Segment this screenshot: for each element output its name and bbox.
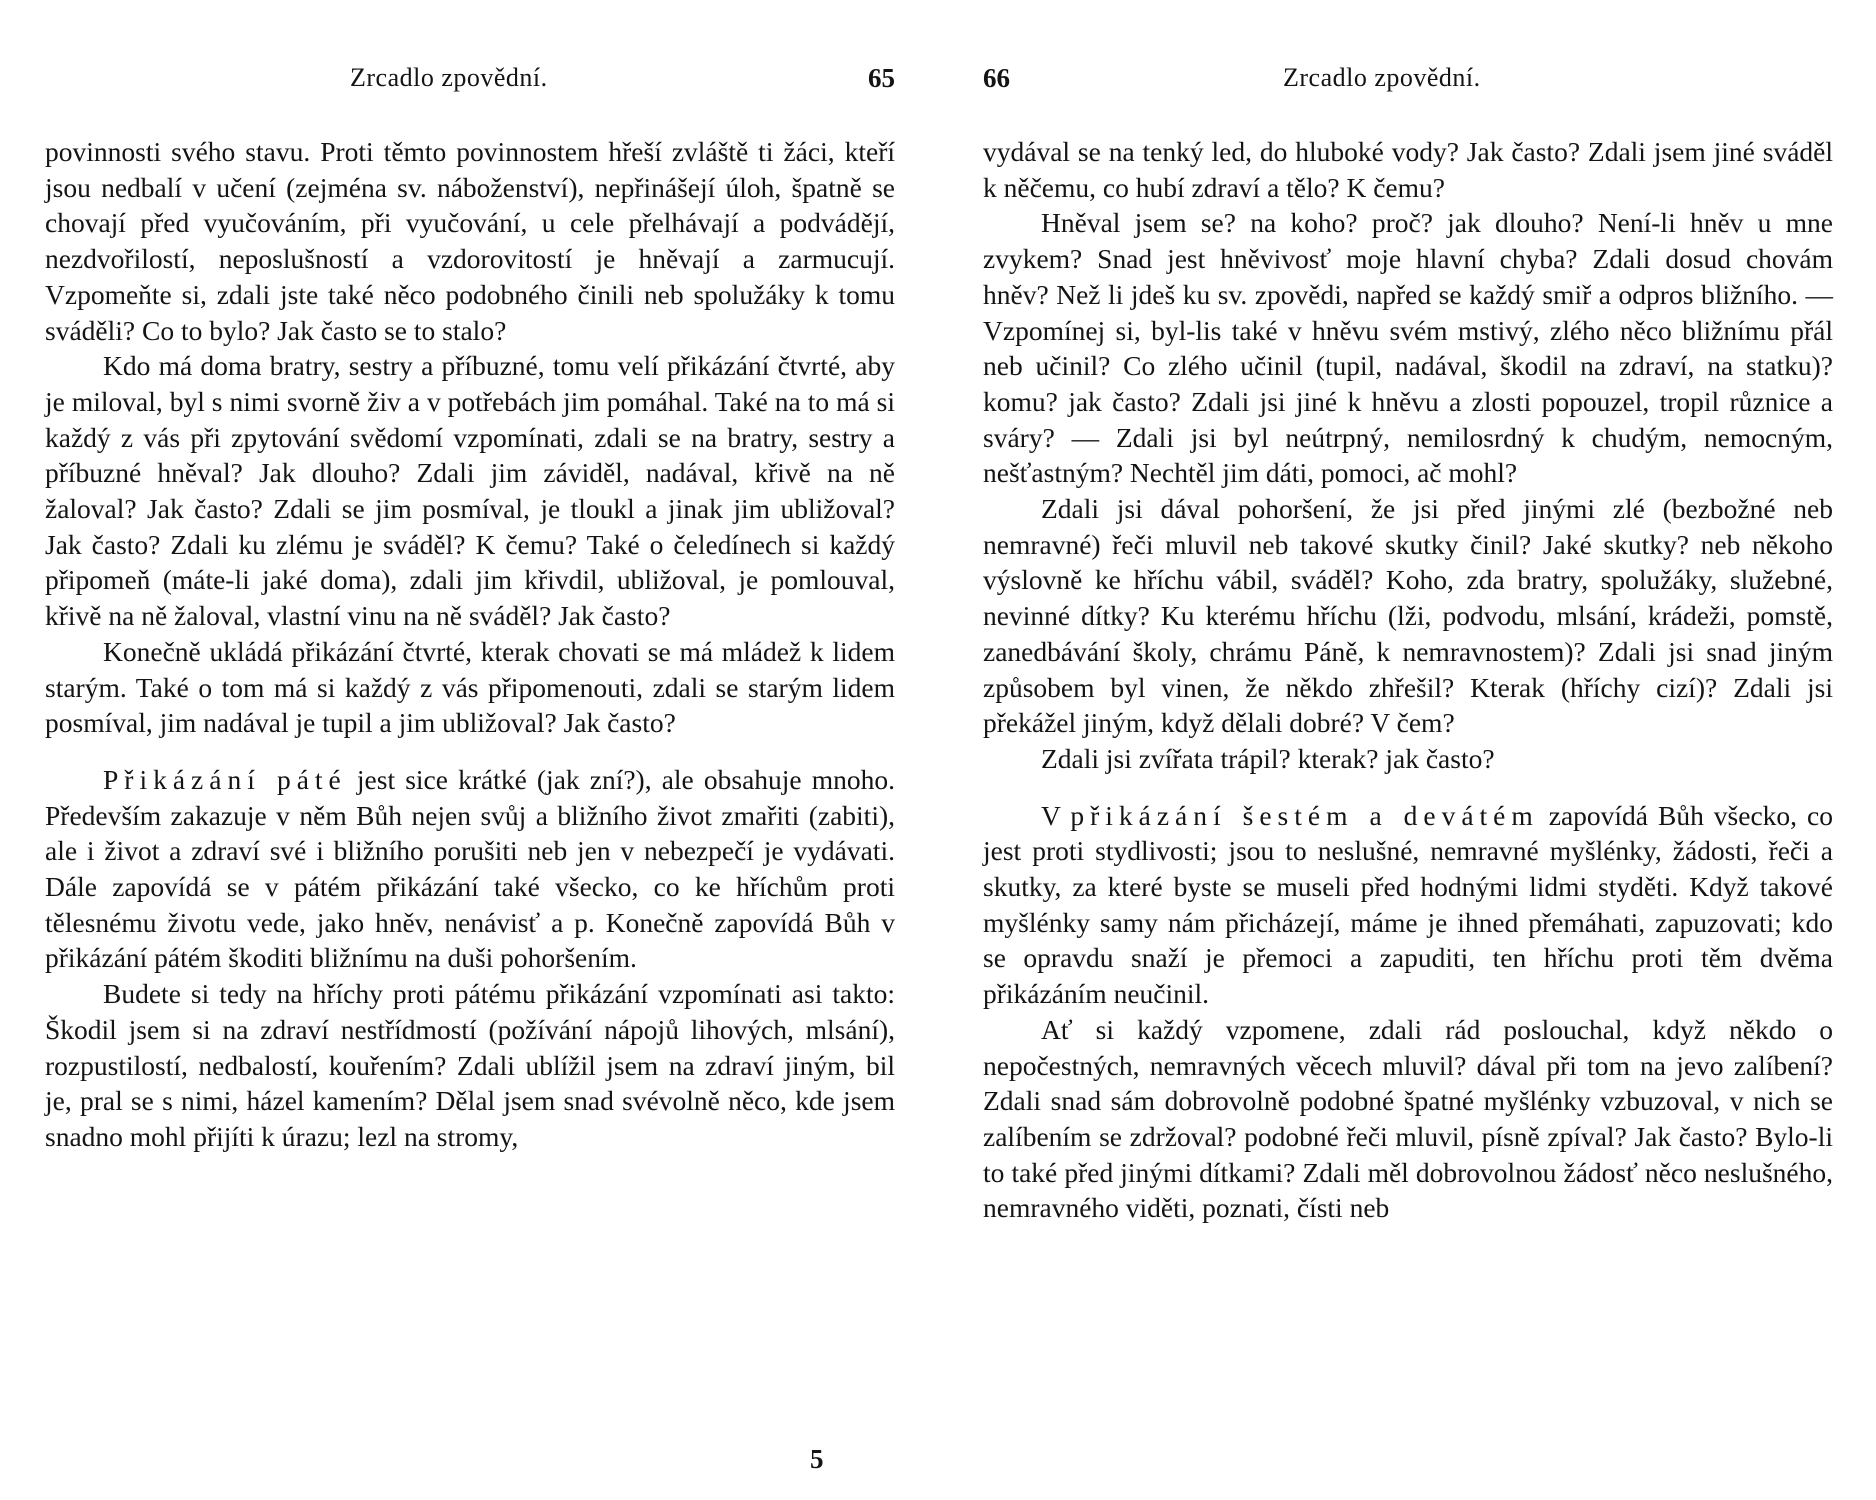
paragraph — [45, 762, 895, 976]
paragraph-prefix: V — [1041, 799, 1071, 831]
spaced-heading: přikázání šestém a devátém — [1070, 799, 1539, 831]
paragraph — [45, 634, 895, 741]
paragraph — [45, 134, 895, 348]
paragraph — [983, 205, 1833, 491]
signature-mark: 5 — [810, 1444, 824, 1474]
paragraph-text: vydával se na tenký led, do hluboké vody? Jak často? Zdali jsem jiné sváděl k něčemu, co hubí zdraví a tělo? K čemu? — [983, 136, 1833, 203]
right-page-header — [983, 58, 1833, 98]
paragraph-text: Kdo má doma bratry, sestry a příbuzné, tomu velí přikázání čtvrté, aby je miloval, byl s nimi svorně živ a v potřebách jim pomáhal. Také na to má si každý z vás při zpytování svědomí vzpomínati, zdali se na bratry, sestry a příbuzné hněval? Jak dlouho? Zdali jim záviděl, nadával, křivě na ně žaloval? Jak často? Zdali se jim posmíval, je tloukl a jinak jim ubližoval? Jak často? Zdali ku zlému je sváděl? K čemu? Také o čeledínech si každý připomeň (máte-li jaké doma), zdali jim křivdil, ubližoval, je pomlouval, křivě na ně žaloval, vlastní vinu na ně sváděl? Jak často? — [45, 350, 895, 632]
running-title: Zrcadlo zpovědní. — [350, 63, 548, 92]
paragraph — [45, 976, 895, 1155]
paragraph-text: Hněval jsem se? na koho? proč? jak dlouho? Není-li hněv u mne zvykem? Snad jest hněvivosť moje hlavní chyba? Zdali dosud chovám hněv? Než li jdeš ku sv. zpovědi, napřed se každý smiř a odpros bližního. — Vzpomínej si, byl-lis také v hněvu svém mstivý, zlého něco bližnímu přál neb učinil? Co zlého učinil (tupil, nadával, škodil na zdraví, na statku)? komu? jak často? Zdali jsi jiné k hněvu a zlosti popouzel, tropil různice a sváry? — Zdali jsi byl neútrpný, nemilosrdný k chudým, nemocným, nešťastným? Nechtěl jim dáti, pomoci, ač mohl? — [983, 207, 1833, 489]
page-number: 66 — [983, 63, 1010, 93]
left-page-body — [45, 134, 895, 1155]
right-page — [938, 0, 1876, 1500]
left-page-header — [45, 58, 895, 98]
paragraph-text: Ať si každý vzpomene, zdali rád poslouchal, když někdo o nepočestných, nemravných věcech mluvil? dával při tom na jevo zalíbení? Zdali snad sám dobrovolně podobné špatné myšlénky vzbuzoval, v nich se zalíbením se zdržoval? podobné řeči mluvil, písně zpíval? Jak často? Bylo-li to také před jinými dítkami? Zdali měl dobrovolnou žádosť něco neslušného, nemravného viděti, poznati, čísti neb — [983, 1013, 1833, 1224]
paragraph-text: Konečně ukládá přikázání čtvrté, kterak chovati se má mládež k lidem starým. Také o tom má si každý z vás připomenouti, zdali se starým lidem posmíval, jim nadával je tupil a jim ubližoval? Jak často? — [45, 635, 895, 739]
paragraph — [983, 1012, 1833, 1226]
spaced-heading: Přikázání páté — [103, 763, 347, 795]
running-title: Zrcadlo zpovědní. — [1283, 63, 1481, 92]
right-page-body — [983, 134, 1833, 1226]
paragraph — [983, 741, 1833, 777]
paragraph — [983, 798, 1833, 1012]
paragraph-text: povinnosti svého stavu. Proti těmto povinnostem hřeší zvláště ti žáci, kteří jsou nedbalí v učení (zejména sv. náboženství), nepřinášejí úloh, špatně se chovají před vyučováním, při vyučování, u cele přelhávají a podvádějí, nezdvořilostí, neposlušností a vzdorovitostí je hněvají a zarmucují. Vzpomeňte si, zdali jste také něco podobného činili neb spolužáky k tomu sváděli? Co to bylo? Jak často se to stalo? — [45, 136, 895, 346]
page-number: 65 — [868, 63, 895, 93]
paragraph-text: Zdali jsi dával pohoršení, že jsi před jinými zlé (bezbožné neb nemravné) řeči mluvil neb takové skutky činil? Jaké skutky? neb někoho výslovně ke hříchu vábil, sváděl? Koho, zda bratry, spolužáky, služebné, nevinné dítky? Ku kterému hříchu (lži, podvodu, mlsání, krádeži, pomstě, zanedbávání školy, chrámu Páně, k nemravnostem)? Zdali jsi snad jiným způsobem byl vinen, že někdo zhřešil? Kterak (hříchy cizí)? Zdali jsi překážel jiným, když dělali dobré? V čem? — [983, 493, 1833, 739]
paragraph-text: Budete si tedy na hříchy proti pátému přikázání vzpomínati asi takto: Škodil jsem si na zdraví nestřídmostí (požívání nápojů lihových, mlsání), rozpustilostí, nedbalostí, kouřením? Zdali ublížil jsem na zdraví jiným, bil je, pral se s nimi, házel kamením? Dělal jsem snad svévolně něco, kde jsem snadno mohl přijíti k úrazu; lezl na stromy, — [45, 978, 895, 1152]
paragraph-text: jest sice krátké (jak zní?), ale obsahuje mnoho. Především zakazuje v něm Bůh nejen svůj a bližního život zmařiti (zabiti), ale i život a zdraví své i bližního porušiti neb jen v nebezpečí je vydávati. Dále zapovídá se v pátém přikázání také všecko, co ke hříchům proti tělesnému životu vede, jako hněv, nenávisť a p. Konečně zapovídá Bůh v přikázání pátém škoditi bližnímu na duši pohoršením. — [45, 763, 896, 974]
paragraph — [983, 491, 1833, 741]
paragraph — [45, 348, 895, 634]
paragraph — [983, 134, 1833, 205]
paragraph-text: Zdali jsi zvířata trápil? kterak? jak často? — [1041, 742, 1495, 774]
paragraph-text: zapovídá Bůh všecko, co jest proti stydlivosti; jsou to neslušné, nemravné myšlénky, žádosti, řeči a skutky, za které byste se museli před hodnými lidmi styděti. Když takové myšlénky samy nám přicházejí, máme je ihned přemáhati, zapuzovati; kdo se opravdu snaží je přemoci a zapuditi, ten hříchu proti těm dvěma přikázáním neučinil. — [983, 799, 1833, 1010]
